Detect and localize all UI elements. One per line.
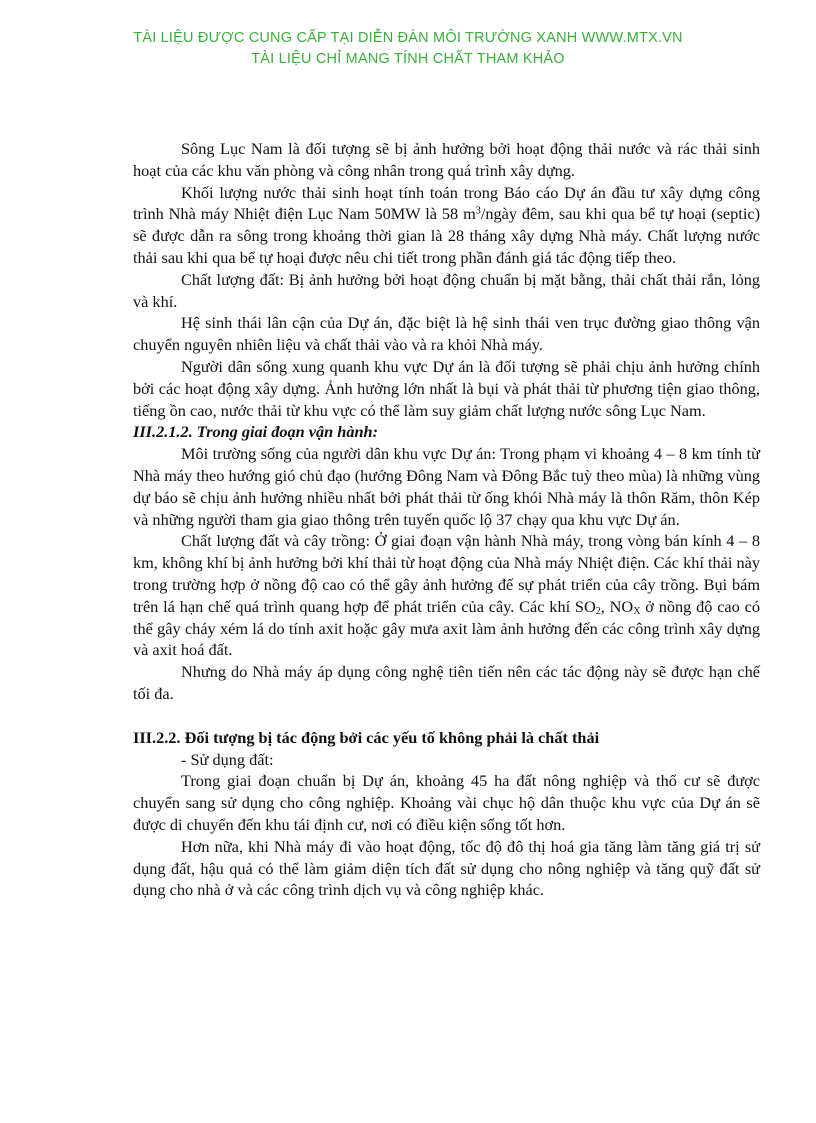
paragraph-dat-part-1: Chất lượng đất và cây trồng: Ở giai đoạn vận hành Nhà máy, trong vòng bán kính 4 – 8 km, không khí bị ảnh hưởng bởi khí thải từ hoạt động của Nhà máy Nhiệt điện. Các khí thải này trong trường hợp ở nồng độ cao có thể gây ảnh hưởng đế sự phát triển của cây trồng. Bụi bám trên lá hạn chế quá trình quang hợp để phát triển của cây. Các khí SO xyxy=(133,531,760,616)
paragraph-dat-part-3: ở nồng độ cao có thể gây cháy xém lá do tính axit hoặc gây mưa axit làm ảnh hưởng đến các công trình xây dựng và axit hoá đất. xyxy=(133,596,760,660)
paragraph-nguoi-dan: Người dân sống xung quanh khu vực Dự án là đối tượng sẽ phải chịu ảnh hưởng chính bởi các hoạt động xây dựng. Ảnh hưởng lớn nhất là bụi và phát thải từ phương tiện giao thông, tiếng ồn cao, nước thải từ khu vực có thể làm suy giảm chất lượng nước sông Lục Nam. xyxy=(133,356,760,420)
paragraph-dat-part-2: , NO xyxy=(600,596,634,616)
paragraph-nuoc-thai xyxy=(133,182,760,269)
paragraph-chat-luong-dat: Chất lượng đất: Bị ảnh hưởng bởi hoạt động chuẩn bị mặt bằng, thải chất thải rắn, lỏng và khí. xyxy=(133,269,760,311)
page-header xyxy=(0,28,816,70)
subscript-2: 2 xyxy=(595,605,601,617)
list-item-su-dung-dat: - Sử dụng đất: xyxy=(181,749,274,769)
paragraph-cong-nghe: Nhưng do Nhà máy áp dụng công nghệ tiên tiến nên các tác động này sẽ được hạn chế tối đa. xyxy=(133,662,760,703)
paragraph-song-luc-nam: Sông Lục Nam là đối tượng sẽ bị ảnh hưởng bởi hoạt động thải nước và rác thải sinh hoạt của các khu văn phòng và công nhân trong quá trình xây dựng. xyxy=(133,139,760,180)
paragraph-do-thi-hoa: Hơn nữa, khi Nhà máy đi vào hoạt động, tốc độ đô thị hoá gia tăng làm tăng giá trị sử dụng đất, hậu quả có thể làm giảm diện tích đất sử dụng cho nông nghiệp và tăng quỹ đất sử dụng cho nhà ở và các công trình dịch vụ và công nghiệp khác. xyxy=(133,836,760,900)
document-body xyxy=(133,138,760,901)
heading-giai-doan-van-hanh: III.2.1.2. Trong giai đoạn vận hành: xyxy=(133,422,379,442)
paragraph-nuoc-thai-part-2: /ngày đêm, sau khi qua bể tự hoại (septic) sẽ được dẫn ra sông trong khoảng thời gian là 28 tháng xây dựng Nhà máy. Chất lượng nước thải sau khi qua bể tự hoại được nêu chi tiết trong phần đánh giá tác động tiếp theo. xyxy=(133,204,760,267)
paragraph-dat-va-cay-trong xyxy=(133,530,760,661)
header-line-2: TÀI LIỆU CHỈ MANG TÍNH CHẤT THAM KHẢO xyxy=(251,51,565,67)
heading-yeu-to-khong-phai-chat-thai: III.2.2. Đối tượng bị tác động bởi các yếu tố không phải là chất thải xyxy=(133,727,600,747)
header-line-1: TÀI LIỆU ĐƯỢC CUNG CẤP TẠI DIỄN ĐÀN MÔI TRƯỜNG XANH WWW.MTX.VN xyxy=(133,30,683,46)
superscript-3: 3 xyxy=(475,205,481,217)
paragraph-he-sinh-thai: Hệ sinh thái lân cận của Dự án, đặc biệt là hệ sinh thái ven trục đường giao thông vận chuyển nguyên nhiên liệu và chất thải vào và ra khỏi Nhà máy. xyxy=(133,313,760,355)
paragraph-nuoc-thai-part-1: Khối lượng nước thải sinh hoạt tính toán trong Báo cáo Dự án đầu tư xây dựng công trình Nhà máy Nhiệt điện Lục Nam 50MW là 58 m xyxy=(133,182,760,224)
paragraph-chuan-bi-du-an: Trong giai đoạn chuẩn bị Dự án, khoảng 45 ha đất nông nghiệp và thổ cư sẽ được chuyển sang sử dụng cho công nghiệp. Khoảng vài chục hộ dân thuộc khu vực của Dự án sẽ được di chuyển đến khu tái định cư, nơi có điều kiện sống tốt hơn. xyxy=(133,771,760,834)
subscript-x: X xyxy=(633,605,641,617)
paragraph-moi-truong-song: Môi trường sống của người dân khu vực Dự án: Trong phạm vi khoảng 4 – 8 km tính từ Nhà máy theo hướng gió chủ đạo (hướng Đông Nam và Đông Bắc tuỳ theo mùa) là những vùng dự báo sẽ chịu ảnh hưởng nhiều nhất bởi phát thải từ ống khói Nhà máy là thôn Răm, thôn Kép và những người tham gia giao thông trên tuyến quốc lộ 37 chạy qua khu vực Dự án. xyxy=(133,444,760,529)
